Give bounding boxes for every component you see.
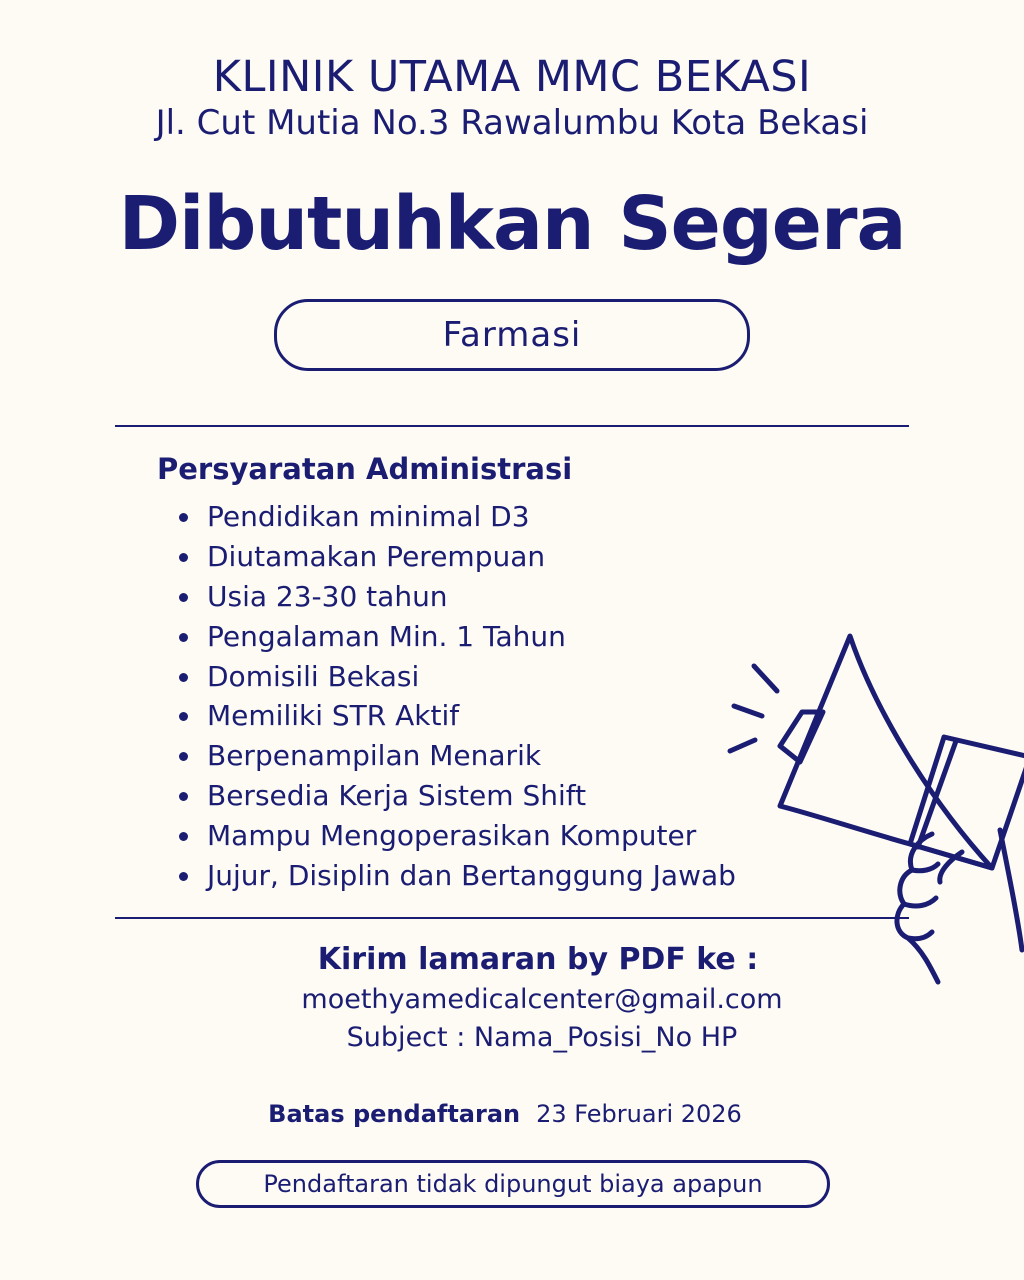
requirement-item: Bersedia Kerja Sistem Shift — [178, 776, 736, 816]
application-title: Kirim lamaran by PDF ke : — [317, 942, 759, 977]
requirement-item: Domisili Bekasi — [178, 657, 736, 697]
deadline — [0, 1096, 1010, 1132]
megaphone-body — [910, 737, 1024, 868]
requirement-item: Berpenampilan Menarik — [178, 736, 736, 776]
application-subject: Subject : Nama_Posisi_No HP — [346, 1022, 738, 1053]
requirement-item: Pendidikan minimal D3 — [178, 497, 736, 537]
deadline-label: Batas pendaftaran — [268, 1100, 521, 1128]
requirement-item: Mampu Mengoperasikan Komputer — [178, 816, 736, 856]
requirements-title: Persyaratan Administrasi — [157, 452, 573, 486]
sound-wave-line — [730, 740, 755, 751]
clinic-address: Jl. Cut Mutia No.3 Rawalumbu Kota Bekasi — [155, 103, 869, 143]
requirement-item: Diutamakan Perempuan — [178, 537, 736, 577]
sound-wave-line — [754, 666, 777, 691]
requirements-list — [178, 497, 736, 896]
clinic-name: KLINIK UTAMA MMC BEKASI — [212, 52, 812, 102]
deadline-date: 23 Februari 2026 — [536, 1100, 742, 1128]
free-registration-text: Pendaftaran tidak dipungut biaya apapun — [263, 1170, 763, 1198]
headline: Dibutuhkan Segera — [118, 181, 906, 267]
requirement-item: Jujur, Disiplin dan Bertanggung Jawab — [178, 856, 736, 896]
free-registration-badge — [196, 1160, 830, 1208]
divider-top — [115, 425, 909, 427]
position-badge — [274, 299, 750, 371]
sound-wave-line — [734, 706, 762, 716]
requirement-item: Usia 23-30 tahun — [178, 577, 736, 617]
application-email[interactable]: moethyamedicalcenter@gmail.com — [301, 984, 783, 1015]
requirement-item: Memiliki STR Aktif — [178, 696, 736, 736]
requirement-item: Pengalaman Min. 1 Tahun — [178, 617, 736, 657]
position-label: Farmasi — [442, 315, 582, 355]
megaphone-cone — [780, 636, 992, 868]
